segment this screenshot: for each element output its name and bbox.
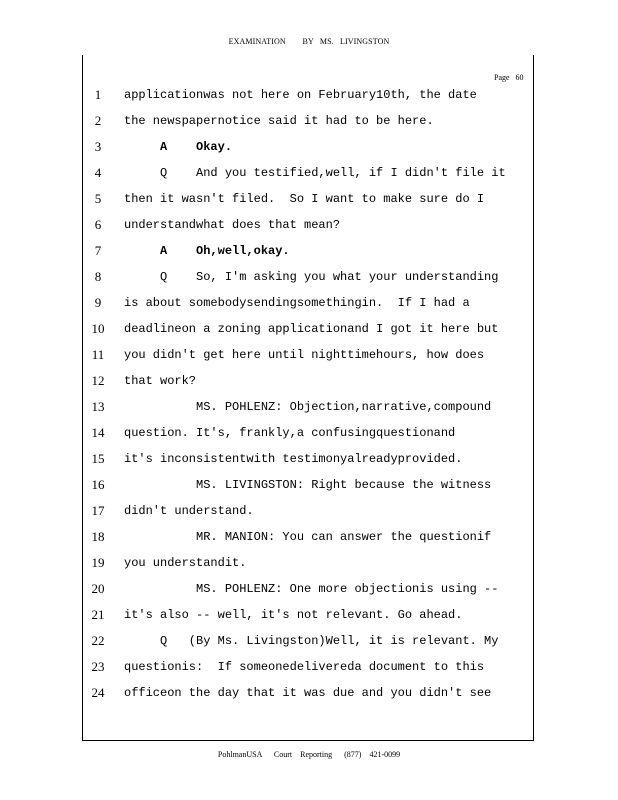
transcript-line (0, 217, 618, 243)
transcript-line (0, 477, 618, 503)
line-number: 7 (94, 243, 102, 258)
line-number: 18 (91, 529, 105, 544)
line-text: is about somebodysendingsomethingin. If I had a (124, 296, 470, 310)
line-number: 12 (91, 373, 105, 388)
transcript-line (0, 321, 618, 347)
line-text: that work? (124, 374, 197, 388)
line-number: 21 (91, 607, 105, 622)
line-number: 23 (91, 659, 105, 674)
line-number: 16 (91, 477, 105, 492)
transcript-line (0, 399, 618, 425)
line-number: 24 (91, 685, 105, 700)
line-text: MS. LIVINGSTON: Right because the witness (124, 478, 492, 492)
transcript-line (0, 659, 618, 685)
line-number: 9 (94, 295, 102, 310)
line-text: question. It's, frankly,a confusingquestionand (124, 426, 456, 440)
line-text: it's inconsistentwith testimonyalreadyprovided. (124, 452, 463, 466)
transcript-line (0, 87, 618, 113)
line-number: 14 (91, 425, 105, 440)
transcript-line (0, 373, 618, 399)
transcript-line (0, 295, 618, 321)
line-text: questionis: If someonedelivereda document to this (124, 660, 485, 674)
line-text: understandwhat does that mean? (124, 218, 341, 232)
line-number: 19 (91, 555, 105, 570)
line-number: 8 (94, 269, 102, 284)
line-text: the newspapernotice said it had to be here. (124, 114, 434, 128)
line-number: 4 (94, 165, 102, 180)
line-text: A Okay. (124, 140, 233, 154)
line-number: 15 (91, 451, 105, 466)
transcript-line (0, 165, 618, 191)
transcript-line (0, 607, 618, 633)
line-number: 20 (91, 581, 105, 596)
line-text: Q (By Ms. Livingston)Well, it is relevant. My (124, 634, 499, 648)
transcript-line (0, 503, 618, 529)
page-header: EXAMINATION BY MS. LIVINGSTON (228, 37, 390, 46)
line-text: Q And you testified,well, if I didn't file it (124, 166, 506, 180)
line-text: didn't understand. (124, 504, 254, 518)
line-text: you understandit. (124, 556, 247, 570)
transcript-line (0, 347, 618, 373)
line-number: 2 (94, 113, 102, 128)
transcript-line (0, 685, 618, 711)
line-text: MR. MANION: You can answer the questionif (124, 530, 492, 544)
line-number: 22 (91, 633, 105, 648)
transcript-line (0, 191, 618, 217)
page-footer: PohlmanUSA Court Reporting (877) 421-0099 (217, 750, 401, 759)
line-number: 3 (94, 139, 102, 154)
line-text: MS. POHLENZ: Objection,narrative,compound (124, 400, 492, 414)
line-text: officeon the day that it was due and you didn't see (124, 686, 492, 700)
line-number: 13 (91, 399, 105, 414)
transcript-line (0, 451, 618, 477)
transcript-line (0, 633, 618, 659)
line-text: Q So, I'm asking you what your understanding (124, 270, 499, 284)
line-text: then it wasn't filed. So I want to make sure do I (124, 192, 485, 206)
transcript-line (0, 529, 618, 555)
line-number: 5 (94, 191, 102, 206)
line-number: 1 (94, 87, 102, 102)
page-number: Page 60 (494, 73, 524, 82)
line-number: 17 (91, 503, 105, 518)
line-number: 6 (94, 217, 102, 232)
transcript-line (0, 243, 618, 269)
line-text: it's also -- well, it's not relevant. Go ahead. (124, 608, 463, 622)
transcript-line (0, 139, 618, 165)
line-text: A Oh,well,okay. (124, 244, 290, 258)
line-text: deadlineon a zoning applicationand I got it here but (124, 322, 499, 336)
line-number: 11 (91, 347, 105, 362)
transcript-line (0, 113, 618, 139)
line-number: 10 (91, 321, 105, 336)
transcript-line (0, 581, 618, 607)
line-text: MS. POHLENZ: One more objectionis using -- (124, 582, 499, 596)
line-text: you didn't get here until nighttimehours, how does (124, 348, 485, 362)
line-text: applicationwas not here on February10th, the date (124, 88, 477, 102)
transcript-line (0, 269, 618, 295)
transcript-line (0, 555, 618, 581)
transcript-line (0, 425, 618, 451)
